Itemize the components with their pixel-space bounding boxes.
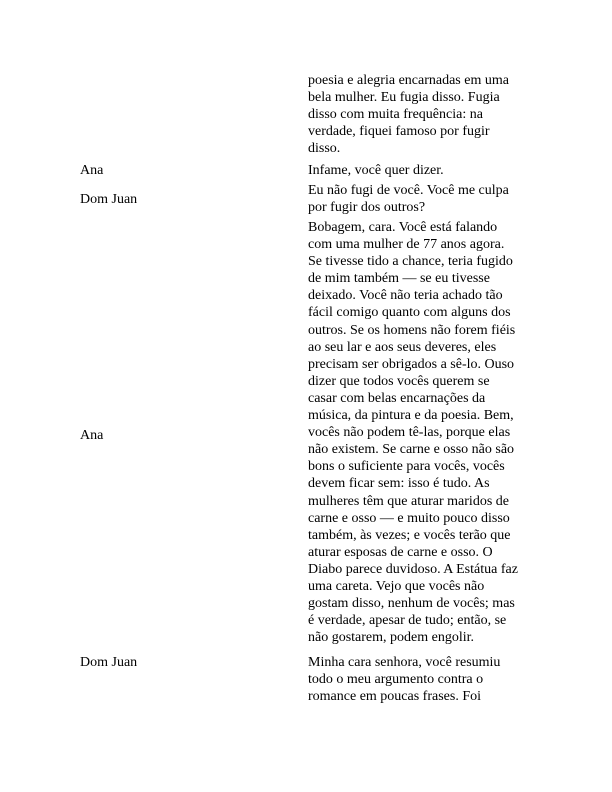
speech-text bbox=[308, 72, 538, 157]
speech-line: precisam ser obrigados a sê-lo. Ouso bbox=[308, 356, 515, 372]
speech-line: é verdade, apesar de tudo; então, se bbox=[308, 613, 507, 629]
speech-line: devem ficar sem: isso é tudo. As bbox=[308, 476, 490, 492]
speech-line: disso. bbox=[308, 141, 341, 157]
speech-line: bela mulher. Eu fugia disso. Fugia bbox=[308, 90, 500, 106]
speech-line: verdade, fiquei famoso por fugir bbox=[308, 124, 490, 140]
speech-line: vocês não podem tê-las, porque elas bbox=[308, 425, 511, 441]
speech-line: poesia e alegria encarnadas em uma bbox=[308, 73, 509, 88]
speech-line: todo o meu argumento contra o bbox=[308, 672, 484, 688]
speech-line: também, às vezes; e vocês terão que bbox=[308, 527, 511, 543]
speech-line: romance em poucas frases. Foi bbox=[308, 689, 481, 705]
speech-line: aturar esposas de carne e osso. O bbox=[308, 544, 493, 560]
speech-line: outros. Se os homens não forem fiéis bbox=[308, 322, 516, 338]
speech-line: carne e osso — e muito pouco disso bbox=[308, 510, 510, 526]
speech-line: bons o suficiente para vocês, vocês bbox=[308, 459, 505, 475]
speech-line: Se tivesse tido a chance, teria fugido bbox=[308, 254, 513, 270]
speech-line: Infame, você quer dizer. bbox=[308, 163, 444, 178]
speech-text bbox=[308, 182, 538, 216]
speaker-name: Dom Juan bbox=[80, 192, 138, 207]
speech-text bbox=[308, 162, 538, 179]
speech-line: por fugir dos outros? bbox=[308, 200, 426, 216]
speaker-name: Ana bbox=[80, 163, 104, 178]
speech-line: ao seu lar e aos seus deveres, eles bbox=[308, 339, 497, 355]
speech-line: mulheres têm que aturar maridos de bbox=[308, 493, 509, 509]
speech-text bbox=[308, 654, 538, 705]
speech-line: uma careta. Vejo que vocês não bbox=[308, 578, 485, 594]
speech-line: Eu não fugi de você. Você me culpa bbox=[308, 183, 509, 198]
speech-line: deixado. Você não teria achado tão bbox=[308, 288, 503, 304]
speech-line: fácil comigo quanto com alguns dos bbox=[308, 305, 511, 321]
speech-line: disso com muita frequência: na bbox=[308, 107, 483, 123]
speech-line: dizer que todos vocês querem se bbox=[308, 373, 490, 389]
speech-line: Bobagem, cara. Você está falando bbox=[308, 220, 498, 235]
speech-line: não existem. Se carne e osso não são bbox=[308, 442, 515, 458]
speech-text bbox=[308, 219, 538, 646]
speech-line: música, da pintura e da poesia. Bem, bbox=[308, 408, 514, 424]
speech-line: Diabo parece duvidoso. A Estátua faz bbox=[308, 561, 518, 577]
speech-line: Minha cara senhora, você resumiu bbox=[308, 655, 501, 670]
speech-line: casar com belas encarnações da bbox=[308, 390, 486, 406]
speech-line: gostam disso, nenhum de vocês; mas bbox=[308, 596, 515, 612]
speaker-name: Dom Juan bbox=[80, 655, 138, 670]
speech-line: não gostarem, podem engolir. bbox=[308, 630, 475, 646]
speech-line: com uma mulher de 77 anos agora. bbox=[308, 237, 505, 253]
speaker-name: Ana bbox=[80, 428, 104, 443]
speech-line: de mim também — se eu tivesse bbox=[308, 271, 490, 287]
